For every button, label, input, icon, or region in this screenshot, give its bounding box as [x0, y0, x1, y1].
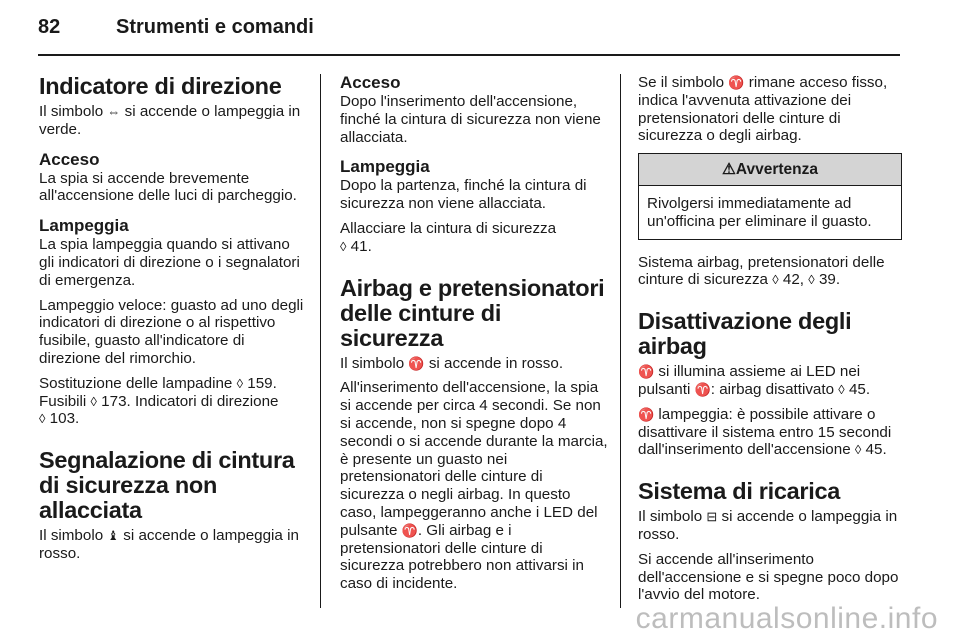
text: Il simbolo: [39, 103, 104, 120]
column-2: [340, 74, 608, 600]
page-reference[interactable]: 41.: [350, 237, 372, 255]
heading-airbag: Airbag e pretensionatori delle cinture di sicurezza: [340, 274, 605, 351]
paragraph: [39, 103, 307, 139]
page-reference[interactable]: 159. Fusibili: [39, 374, 277, 410]
paragraph: [340, 379, 608, 593]
text: Il simbolo: [638, 508, 703, 526]
airbag-off-icon: ♈: [694, 381, 711, 397]
paragraph: Dopo la partenza, finché la cintura di sicurezza non viene allacciata.: [340, 177, 587, 213]
text: Se il simbolo: [638, 74, 725, 91]
airbag-off-icon: ♈: [638, 364, 655, 380]
warning-header: [639, 154, 901, 186]
paragraph: [638, 254, 902, 290]
text: lampeggia: è possibile attivare o disattivare il sistema entro 15 secondi dall'inserimento dell'accensione: [638, 405, 892, 459]
warning-box: [638, 153, 902, 239]
page-reference[interactable]: 173. Indicatori di direzione: [101, 392, 279, 410]
subheading-lampeggia: Lampeggia: [39, 216, 129, 236]
paragraph: [340, 220, 608, 256]
page-reference[interactable]: 45.: [848, 380, 871, 398]
page-title: Strumenti e comandi: [116, 16, 314, 38]
column-divider-2: [620, 74, 621, 608]
airbag-off-icon: ♈: [401, 522, 418, 538]
reference-arrow-icon: ◊: [854, 442, 862, 458]
text: : airbag disattivato: [710, 380, 835, 398]
text: si accende o lampeggia in rosso.: [638, 508, 898, 543]
text: si illumina assieme ai LED nei pulsanti: [638, 363, 861, 398]
paragraph: [638, 363, 902, 399]
page-reference[interactable]: 103.: [49, 410, 80, 428]
paragraph: Lampeggio veloce: guasto ad uno degli indicatori di direzione o al rispettivo fusibile, guasto all'indicatore di direzione del rimorchio.: [39, 296, 304, 367]
paragraph: La spia lampeggia quando si attivano gli indicatori di direzione o i segnalatori di emergenza.: [39, 236, 300, 289]
reference-arrow-icon: ◊: [808, 272, 815, 288]
page-header: [38, 16, 924, 46]
page-reference[interactable]: 45.: [865, 441, 887, 459]
seatbelt-icon: ♝: [107, 528, 120, 544]
watermark: carmanualsonline.info: [635, 602, 938, 635]
page-reference[interactable]: 42,: [782, 271, 805, 289]
paragraph: [638, 406, 902, 459]
text: rimane acceso fisso, indica l'avvenuta attivazione dei pretensionatori delle cinture di sicurezza o degli airbag.: [638, 74, 888, 145]
paragraph: [39, 375, 307, 428]
subheading-lampeggia: Lampeggia: [340, 157, 430, 177]
battery-icon: ⊟: [706, 509, 718, 525]
page-reference[interactable]: 39.: [818, 271, 841, 289]
text: All'inserimento dell'accensione, la spia si accende per circa 4 secondi. Se non si accende, non si spegne dopo 4 secondi o si accende durante la marcia, è presente un guasto nei pretensionatori delle cinture di sicurezza o negli airbag. In questo caso, lampeggeranno anche i LED del pulsante: [340, 379, 608, 539]
airbag-icon: ♈: [728, 75, 745, 90]
heading-disattivazione: Disattivazione degli airbag: [638, 308, 852, 360]
text: Sistema airbag, pretensionatori delle cinture di sicurezza: [638, 253, 885, 289]
subheading-acceso: Acceso: [39, 149, 100, 169]
column-1: [39, 74, 307, 570]
paragraph: [39, 527, 307, 563]
paragraph: La spia si accende brevemente all'accensione delle luci di parcheggio.: [39, 169, 297, 205]
reference-arrow-icon: ◊: [340, 238, 347, 254]
paragraph: [340, 355, 608, 373]
heading-ricarica: Sistema di ricarica: [638, 478, 841, 505]
text: Il simbolo: [340, 354, 405, 372]
reference-arrow-icon: ◊: [39, 411, 46, 427]
airbag-icon: ♈: [408, 355, 425, 371]
paragraph: [638, 74, 902, 145]
text: Allacciare la cintura di sicurezza: [340, 219, 557, 237]
paragraph: [638, 508, 902, 544]
column-3: [638, 74, 902, 611]
warning-icon: ⚠: [721, 161, 736, 179]
column-divider-1: [320, 74, 321, 608]
text: si accende o lampeggia in rosso.: [39, 527, 299, 562]
reference-arrow-icon: ◊: [236, 375, 244, 391]
header-rule: [38, 54, 900, 56]
text: Sostituzione delle lampadine: [39, 374, 233, 392]
airbag-off-icon: ♈: [638, 406, 655, 422]
reference-arrow-icon: ◊: [838, 381, 845, 397]
text: si accende in rosso.: [428, 354, 564, 372]
text: . Gli airbag e i pretensionatori delle cinture di sicurezza potrebbero non attivarsi in caso di incidente.: [340, 521, 584, 593]
paragraph: Dopo l'inserimento dell'accensione, finché la cintura di sicurezza non viene allacciata.: [340, 93, 601, 146]
heading-indicatore: Indicatore di direzione: [39, 73, 282, 99]
reference-arrow-icon: ◊: [772, 272, 779, 288]
reference-arrow-icon: ◊: [90, 393, 97, 409]
page-number: 82: [38, 16, 61, 38]
paragraph: Si accende all'inserimento dell'accensione e si spegne poco dopo l'avvio del motore.: [638, 550, 899, 604]
text: si accende o lampeggia in verde.: [39, 103, 301, 138]
warning-title: Avvertenza: [735, 161, 819, 179]
text: Il simbolo: [39, 527, 104, 545]
heading-cintura: Segnalazione di cintura di sicurezza non allacciata: [39, 447, 295, 524]
warning-text: Rivolgersi immediatamente ad un'officina per eliminare il guasto.: [647, 194, 872, 230]
subheading-acceso: Acceso: [340, 73, 401, 92]
turn-signal-icon: ⇔: [107, 104, 121, 119]
